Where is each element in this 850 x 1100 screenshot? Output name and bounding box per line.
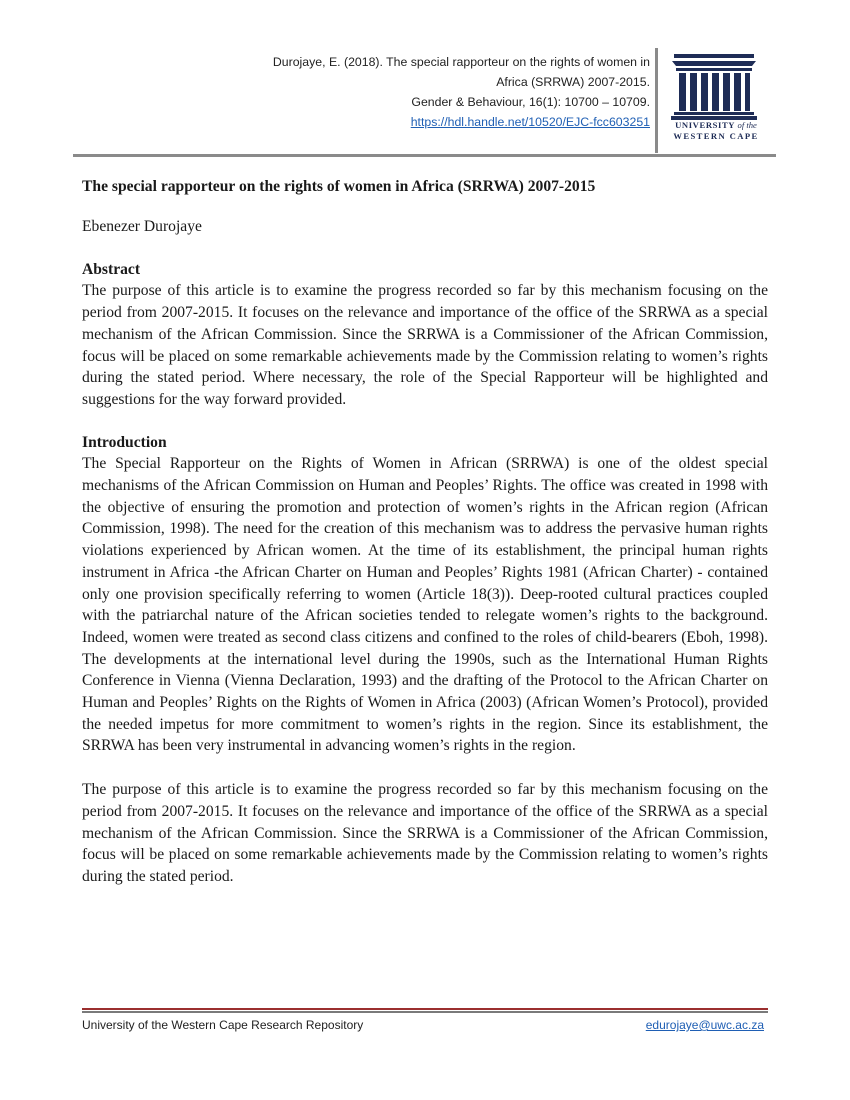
- logo-word: of the: [737, 120, 757, 130]
- abstract-heading: Abstract: [82, 260, 141, 278]
- header-divider-horizontal: [73, 154, 776, 157]
- introduction-paragraph: The Special Rapporteur on the Rights of Women in African (SRRWA) is one of the oldest special mechanisms of the African Commission on Human and Peoples’ Rights. The office was created in 1998 with the objective of ensuring the promotion and protection of women’s rights in the African region (African Commission, 1998). The need for the creation of this mechanism was to address the pervasive human rights violations experienced by African women. At the time of its establishment, the principal human rights instrument in Africa -the African Charter on Human and Peoples’ Rights 1981 (African Charter) - contained only one provision specifically referring to women (Article 18(3)). Deep-rooted cultural practices coupled with the patriarchal nature of the African societies tended to relegate women’s rights to the background. Indeed, women were treated as second class citizens and confined to the roles of child-bearers (Eboh, 1998). The developments at the international level during the 1990s, such as the International Human Rights Conference in Vienna (Vienna Declaration, 1993) and the drafting of the Protocol to the African Charter on Human and Peoples’ Rights on the Rights of Women in Africa (2003) (African Women’s Protocol), provided the needed impetus for more commitment to women’s rights in the region. Since its establishment, the SRRWA has been very instrumental in advancing women’s rights in the region.: [82, 455, 768, 755]
- introduction-paragraph: The purpose of this article is to examine the progress recorded so far by this mechanism focusing on the period from 2007-2015. It focuses on the relevance and importance of the office of the SRRWA as a special mechanism of the African Commission. Since the SRRWA is a Commissioner of the African Commission, focus will be placed on some remarkable achievements made by the Commission relating to women’s rights during the stated period.: [82, 781, 768, 885]
- citation-line: Gender & Behaviour, 16(1): 10700 – 10709.: [411, 95, 650, 109]
- article-author: Ebenezer Durojaye: [82, 218, 202, 235]
- logo-word: WESTERN CAPE: [673, 131, 759, 141]
- university-logo-text: [668, 120, 764, 142]
- footer-divider: [82, 1011, 768, 1013]
- article-body: [82, 176, 768, 888]
- footer-email-link[interactable]: edurojaye@uwc.ac.za: [645, 1018, 764, 1032]
- citation-block: [130, 52, 650, 132]
- citation-line: Africa (SRRWA) 2007-2015.: [496, 75, 650, 89]
- abstract-paragraph: The purpose of this article is to examine the progress recorded so far by this mechanism focusing on the period from 2007-2015. It focuses on the relevance and importance of the office of the SRRWA as a special mechanism of the African Commission. Since the SRRWA is a Commissioner of the African Commission, focus will be placed on some remarkable achievements made by the Commission relating to women’s rights during the stated period. Where necessary, the role of the Special Rapporteur will be highlighted and suggestions for the way forward provided.: [82, 282, 768, 408]
- logo-word: UNIVERSITY: [675, 120, 735, 130]
- introduction-heading: Introduction: [82, 433, 167, 451]
- footer-divider: [82, 1008, 768, 1010]
- footer-repository: University of the Western Cape Research Repository: [82, 1018, 364, 1032]
- citation-line: Durojaye, E. (2018). The special rapporteur on the rights of women in: [272, 55, 650, 69]
- citation-link[interactable]: https://hdl.handle.net/10520/EJC-fcc603251: [410, 115, 650, 129]
- header-divider-vertical: [655, 48, 658, 153]
- article-title: The special rapporteur on the rights of women in Africa (SRRWA) 2007-2015: [82, 178, 596, 195]
